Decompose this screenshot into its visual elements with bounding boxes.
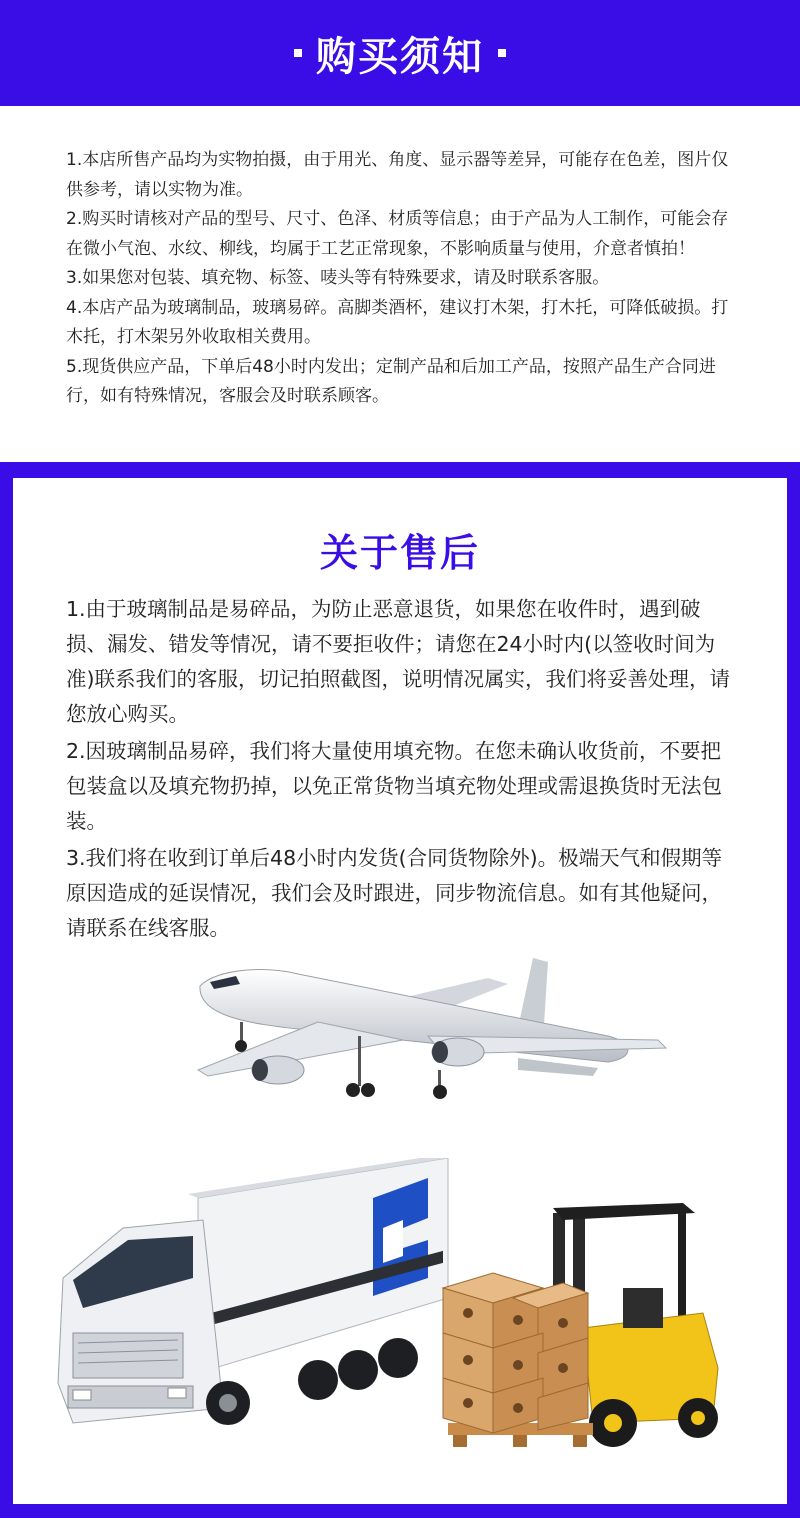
notice-item-1: 1.本店所售产品均为实物拍摄，由于用光、角度、显示器等差异，可能存在色差，图片仅供参考，请以实物为准。 — [66, 150, 729, 200]
aftersale-title: 关于售后 — [319, 531, 480, 575]
notice-list — [66, 146, 736, 412]
notice-item-4: 4.本店产品为玻璃制品，玻璃易碎。高脚类酒杯，建议打木架，打木托，可降低破损。打木托，打木架另外收取相关费用。 — [66, 297, 729, 347]
header-banner — [0, 0, 800, 106]
bullet-icon — [498, 49, 506, 57]
notice-item-5: 5.现货供应产品，下单后48小时内发出；定制产品和后加工产品，按照产品生产合同进行，如有特殊情况，客服会及时联系顾客。 — [66, 356, 716, 406]
aftersale-list — [66, 592, 736, 948]
aftersale-item-3: 3.我们将在收到订单后48小时内发货(合同货物除外)。极端天气和假期等原因造成的延误情况，我们会及时跟进，同步物流信息。如有其他疑问，请联系在线客服。 — [66, 846, 723, 940]
aftersale-item-1: 1.由于玻璃制品是易碎品，为防止恶意退货，如果您在收件时，遇到破损、漏发、错发等情况，请不要拒收件；请您在24小时内(以签收时间为准)联系我们的客服，切记拍照截图，说明情况属实，我们将妥善处理，请您放心购买。 — [66, 597, 730, 726]
header-title-text: 购买须知 — [316, 33, 484, 80]
page-title — [294, 25, 506, 82]
aftersale-panel — [13, 478, 787, 1504]
notice-item-2: 2.购买时请核对产品的型号、尺寸、色泽、材质等信息；由于产品为人工制作，可能会存在微小气泡、水纹、柳线，均属于工艺正常现象，不影响质量与使用，介意者慎拍！ — [66, 209, 729, 259]
bullet-icon — [294, 49, 302, 57]
notice-item-3: 3.如果您对包装、填充物、标签、唛头等有特殊要求，请及时联系客服。 — [66, 268, 610, 288]
airplane-icon — [188, 958, 698, 1128]
purchase-notice-panel — [0, 106, 800, 462]
boxes-icon — [433, 1268, 603, 1438]
truck-icon — [43, 1158, 463, 1448]
aftersale-item-2: 2.因玻璃制品易碎，我们将大量使用填充物。在您未确认收货前，不要把包装盒以及填充物扔掉，以免正常货物当填充物处理或需退换货时无法包装。 — [66, 739, 722, 833]
